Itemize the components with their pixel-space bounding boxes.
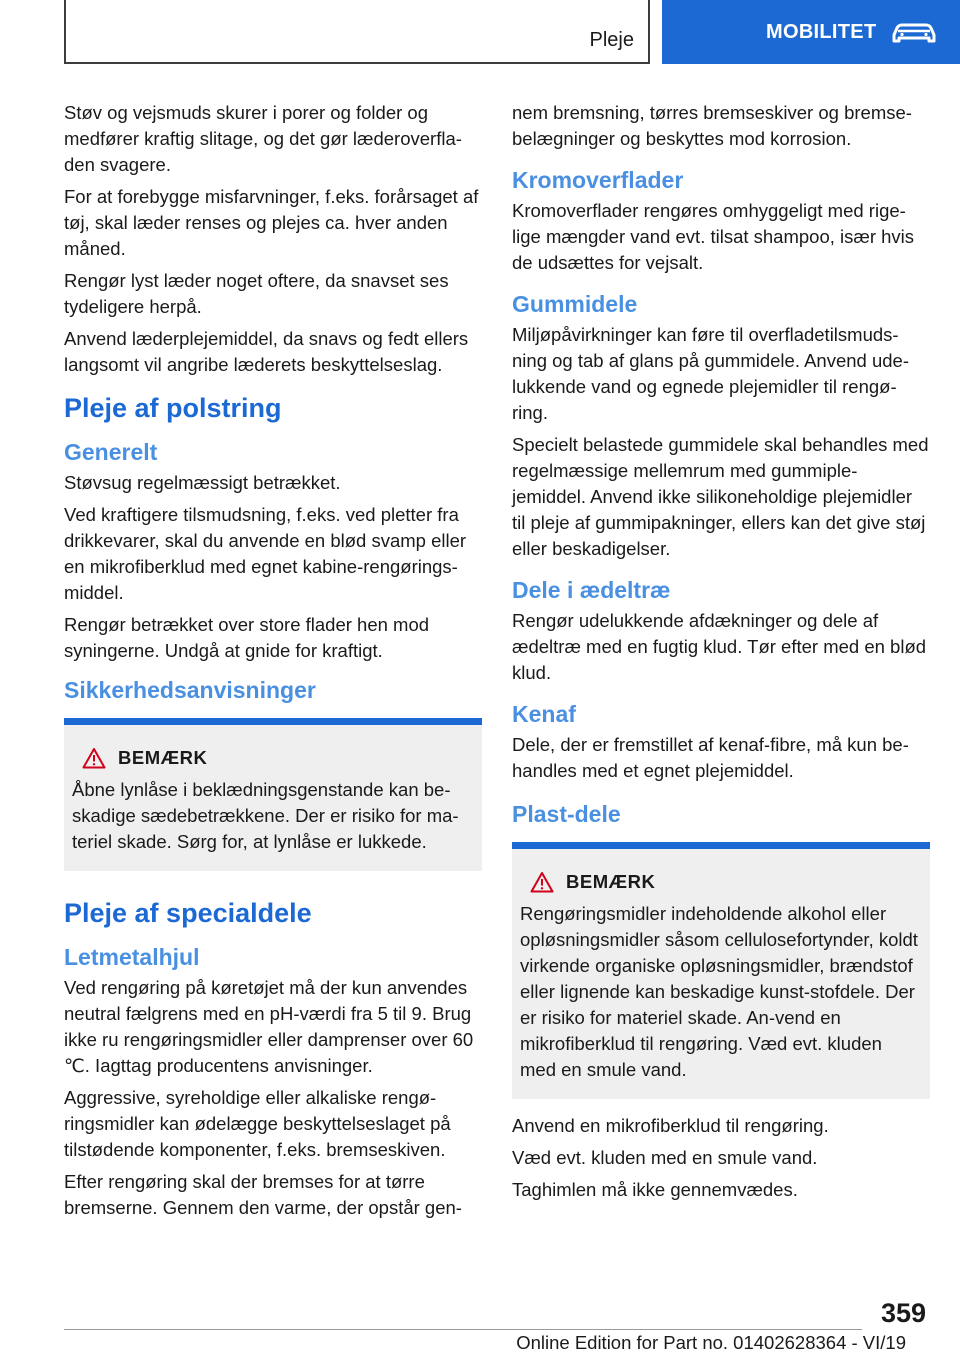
section-heading-specialdele: Pleje af specialdele: [64, 898, 312, 928]
subheading-plast-dele: Plast-dele: [512, 801, 621, 827]
paragraph: Miljøpåvirkninger kan føre til overfladetilsmuds-ning og tab af glans på gummidele. Anvend ude-lukkende vand og egnede plejemidler til rengø-ring.: [512, 324, 910, 423]
paragraph: Aggressive, syreholdige eller alkaliske rengø-ringsmidler kan ødelægge beskyttelseslaget på tilstødende komponenter, f.eks. bremseskiven.: [64, 1087, 451, 1160]
subheading-aedeltrae: Dele i ædeltræ: [512, 577, 671, 603]
notice-text: Åbne lynlåse i beklædningsgenstande kan be-skadige sædebetrækkene. Der er risiko for ma-teriel skade. Sørg for, at lynlåse er lukkede.: [72, 779, 459, 852]
paragraph: Taghimlen må ikke gennemvædes.: [512, 1179, 798, 1200]
right-column: [512, 100, 930, 1209]
paragraph: Specielt belastede gummidele skal behandles med regelmæssige mellemrum med gummiple-jemiddel. Anvend ikke silikoneholdige plejemidler til pleje af gummipakninger, ellers kan det give støj eller beskadigelser.: [512, 434, 929, 559]
chapter-tab: [662, 0, 960, 64]
paragraph: Væd evt. kluden med en smule vand.: [512, 1147, 818, 1168]
warning-triangle-icon: [82, 747, 106, 769]
notice-title: BEMÆRK: [566, 871, 656, 892]
paragraph: nem bremsning, tørres bremseskiver og bremse-belægninger og beskyttes mod korrosion.: [512, 102, 912, 149]
notice-title: BEMÆRK: [118, 747, 208, 768]
notice-box: [512, 842, 930, 1099]
subheading-letmetalhjul: Letmetalhjul: [64, 944, 200, 970]
section-heading-polstring: Pleje af polstring: [64, 393, 282, 423]
notice-header: [72, 747, 474, 769]
warning-triangle-icon: [530, 871, 554, 893]
left-column: [64, 100, 482, 1227]
page-number: 359: [880, 1298, 926, 1328]
notice-text: Rengøringsmidler indeholdende alkohol eller opløsningsmidler såsom cellulosefortynder, koldt virkende organiske opløsningsmidler, brændstof eller lignende kan beskadige kunst-stofdele. Der er risiko for materiel skade. An-vend en mikrofiberklud til rengøring. Væd evt. kluden med en smule vand.: [520, 903, 918, 1080]
section-title: Pleje: [589, 29, 634, 51]
paragraph: Kromoverflader rengøres omhyggeligt med rige-lige mængder vand evt. tilsat shampoo, især hvis de udsættes for vejsalt.: [512, 200, 915, 273]
chapter-title: MOBILITET: [766, 20, 877, 43]
paragraph: Rengør betrækket over store flader hen mod syningerne. Undgå at gnide for kraftigt.: [64, 614, 430, 661]
header-section-box: [64, 0, 650, 64]
paragraph: Dele, der er fremstillet af kenaf-fibre, må kun be-handles med et egnet plejemiddel.: [512, 734, 909, 781]
subheading-gummidele: Gummidele: [512, 291, 638, 317]
paragraph: Anvend læderplejemiddel, da snavs og fedt ellers langsomt vil angribe læderets beskyttelseslag.: [64, 328, 469, 375]
subheading-kromoverflader: Kromoverflader: [512, 167, 684, 193]
footer-edition: [0, 1332, 906, 1354]
paragraph: For at forebygge misfarvninger, f.eks. forårsaget af tøj, skal læder renses og plejes ca. hver anden måned.: [64, 186, 479, 259]
subheading-generelt: Generelt: [64, 439, 158, 465]
edition-text: Online Edition for Part no. 01402628364 - VI/19: [516, 1332, 906, 1353]
paragraph: Støvsug regelmæssigt betrækket.: [64, 472, 341, 493]
notice-box: [64, 718, 482, 871]
paragraph: Ved kraftigere tilsmudsning, f.eks. ved pletter fra drikkevarer, skal du anvende en blød svamp eller en mikrofiberklud med egnet kabine-rengørings-middel.: [64, 504, 467, 603]
paragraph: Rengør udelukkende afdækninger og dele af ædeltræ med en fugtig klud. Tør efter med en blød klud.: [512, 610, 927, 683]
footer-divider: [64, 1329, 862, 1330]
paragraph: Ved rengøring på køretøjet må der kun anvendes neutral fælgrens med en pH-værdi fra 5 til 9. Brug ikke ru rengøringsmidler eller damprenser over 60 ℃. Iagttag producentens anvisninger.: [64, 977, 474, 1076]
subheading-sikkerhed: Sikkerhedsanvisninger: [64, 677, 316, 703]
subheading-kenaf: Kenaf: [512, 701, 576, 727]
paragraph: Efter rengøring skal der bremses for at tørre bremserne. Gennem den varme, der opstår gen-: [64, 1171, 462, 1218]
paragraph: Rengør lyst læder noget oftere, da snavset ses tydeligere herpå.: [64, 270, 449, 317]
notice-header: [520, 871, 922, 893]
car-icon: [890, 20, 938, 44]
paragraph: Anvend en mikrofiberklud til rengøring.: [512, 1115, 829, 1136]
paragraph: Støv og vejsmuds skurer i porer og folder og medfører kraftig slitage, og det gør læderoverfla-den svagere.: [64, 102, 462, 175]
